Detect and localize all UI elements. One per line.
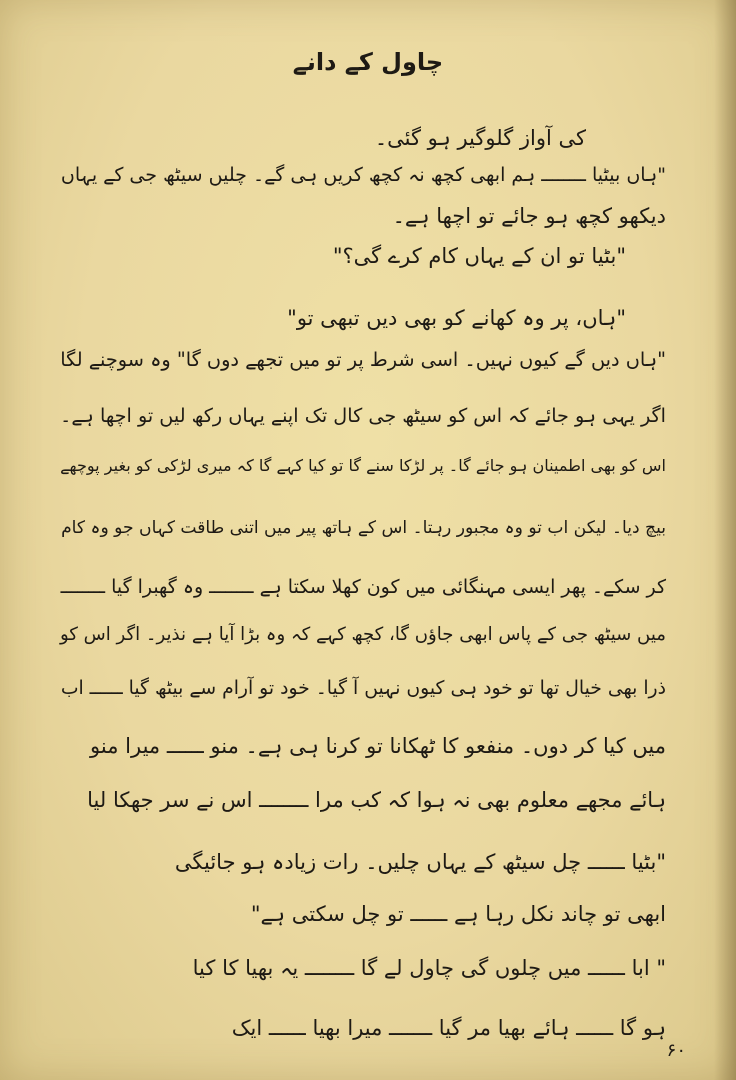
text-line: "ہاں، پر وہ کھانے کو بھی دیں تبھی تو" bbox=[287, 306, 626, 330]
text-line: " ابا ــــــ میں چلوں گی چاول لے گا ــــــــ یہ بھیا کا کیا bbox=[192, 956, 666, 980]
text-line: میں کیا کر دوں۔ منفعو کا ٹھکانا تو کرنا ہی ہے۔ منو ــــــ میرا منو bbox=[90, 734, 666, 758]
text-line: میں سیٹھ جی کے پاس ابھی جاؤں گا، کچھ کہے کہ وہ بڑا آیا ہے نذیر۔ اگر اس کو bbox=[59, 624, 666, 645]
text-line: اگر یہی ہو جائے کہ اس کو سیٹھ جی کال تک اپنے یہاں رکھ لیں تو اچھا ہے۔ bbox=[60, 404, 666, 427]
text-line: کر سکے۔ پھر ایسی مہنگائی میں کون کھلا سکتا ہے ــــــــ وہ گھبرا گیا ــــــــ bbox=[60, 576, 666, 598]
text-line: اس کو بھی اطمینان ہو جائے گا۔ پر لڑکا سنے گا تو کیا کہے گا کہ میری لڑکی کو بغیر پوچھے bbox=[60, 456, 666, 475]
text-line: "ہاں بیٹیا ــــــــ ہم ابھی کچھ نہ کچھ کریں ہی گے۔ چلیں سیٹھ جی کے یہاں bbox=[60, 164, 666, 186]
text-line: ذرا بھی خیال تھا تو خود ہی کیوں نہیں آ گیا۔ خود تو آرام سے بیٹھ گیا ــــــ اب bbox=[60, 678, 666, 699]
text-line: ہو گا ــــــ ہائے بھیا مر گیا ـــــــ میرا بھیا ــــــ ایک bbox=[231, 1016, 666, 1040]
text-line: ہائے مجھے معلوم بھی نہ ہوا کہ کب مرا ــــــــ اس نے سر جھکا لیا bbox=[87, 788, 666, 812]
text-line: بیچ دیا۔ لیکن اب تو وہ مجبور رہتا۔ اس کے ہاتھ پیر میں اتنی طاقت کہاں جو وہ کام bbox=[61, 518, 666, 538]
text-line: کی آواز گلوگیر ہو گئی۔ bbox=[374, 126, 586, 150]
text-line: ابھی تو چاند نکل رہا ہے ــــــ تو چل سکتی ہے" bbox=[250, 902, 666, 926]
text-line: "بٹیا تو ان کے یہاں کام کرے گی؟" bbox=[332, 244, 626, 268]
text-line: "ہاں دیں گے کیوں نہیں۔ اسی شرط پر تو میں تجھے دوں گا" وہ سوچنے لگا bbox=[60, 348, 666, 371]
page-number: ۶۰ bbox=[666, 1040, 686, 1061]
text-line: "بٹیا ــــــ چل سیٹھ کے یہاں چلیں۔ رات زیادہ ہو جائیگی bbox=[174, 850, 666, 874]
text-line: دیکھو کچھ ہو جائے تو اچھا ہے۔ bbox=[392, 204, 666, 228]
chapter-title: چاول کے دانے bbox=[292, 48, 444, 76]
